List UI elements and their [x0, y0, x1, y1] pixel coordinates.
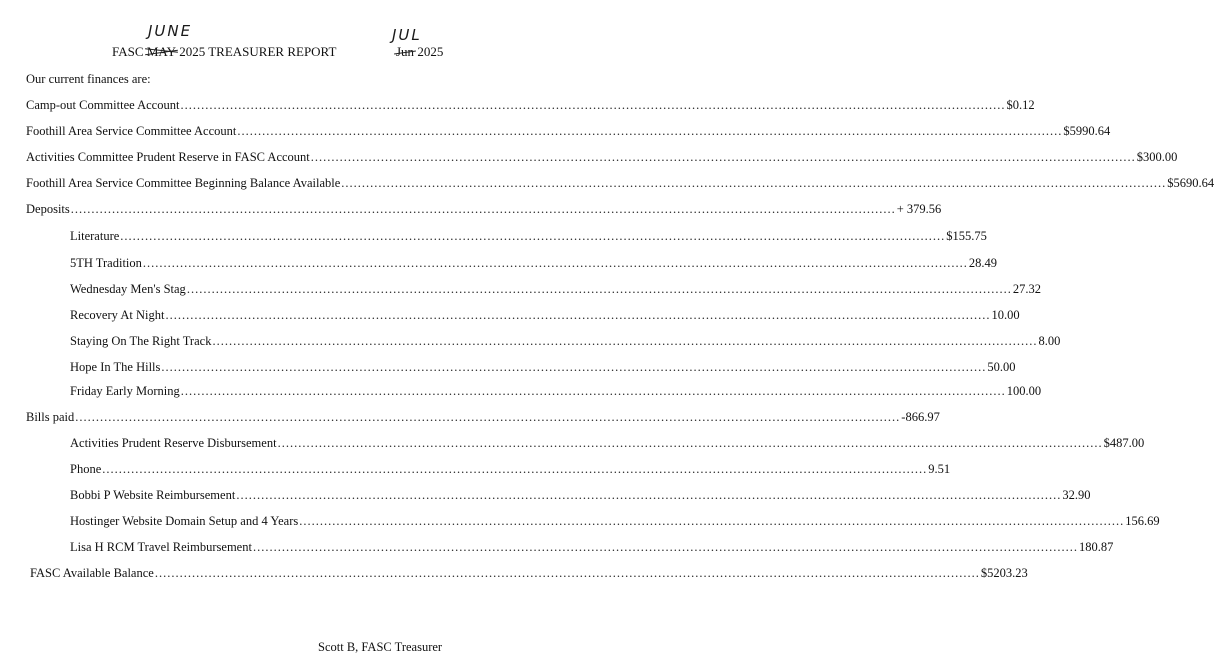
leader-dots: ........................................................................................................................................................................................................: [310, 150, 1136, 164]
row-label: Activities Prudent Reserve Disbursement: [70, 436, 277, 450]
row-amount: $5203.23: [980, 566, 1028, 580]
leader-dots: ........................................................................................................................................................................................................: [70, 202, 896, 216]
report-date: [396, 44, 443, 60]
bill-item-row: [70, 540, 1114, 555]
deposit-item-row: [70, 256, 998, 271]
deposit-item-row: [70, 384, 1042, 399]
leader-dots: ........................................................................................................................................................................................................: [212, 334, 1038, 348]
row-amount: $487.00: [1103, 436, 1145, 450]
row-amount: $155.75: [946, 229, 987, 243]
row-amount: 180.87: [1078, 540, 1114, 554]
leader-dots: ........................................................................................................................................................................................................: [299, 514, 1125, 528]
deposit-item-row: [70, 360, 1016, 375]
leader-dots: ........................................................................................................................................................................................................: [161, 360, 987, 374]
leader-dots: ........................................................................................................................................................................................................: [237, 124, 1063, 138]
leader-dots: ........................................................................................................................................................................................................: [142, 256, 968, 270]
leader-dots: ........................................................................................................................................................................................................: [252, 540, 1078, 554]
leader-dots: ........................................................................................................................................................................................................: [186, 282, 1012, 296]
summary-row: [26, 150, 1178, 165]
leader-dots: ........................................................................................................................................................................................................: [120, 229, 946, 243]
row-label: Hostinger Website Domain Setup and 4 Years: [70, 514, 299, 528]
deposit-item-row: [70, 282, 1041, 297]
row-label: Hope In The Hills: [70, 360, 161, 374]
bill-item-row: [70, 514, 1160, 529]
deposit-item-row: [70, 308, 1020, 323]
row-label: Friday Early Morning: [70, 384, 180, 398]
row-label: Phone: [70, 462, 102, 476]
leader-dots: ........................................................................................................................................................................................................: [180, 98, 1006, 112]
row-label: FASC Available Balance: [30, 566, 154, 580]
bill-item-row: [70, 436, 1145, 451]
handwritten-date-correction: JUL: [392, 26, 422, 44]
row-label: Foothill Area Service Committee Beginning Balance Available: [26, 176, 341, 190]
row-amount: 9.51: [928, 462, 951, 476]
row-label: Camp-out Committee Account: [26, 98, 180, 112]
row-label: Lisa H RCM Travel Reimbursement: [70, 540, 252, 554]
row-amount: $5990.64: [1063, 124, 1111, 138]
title-suffix: 2025 TREASURER REPORT: [175, 44, 337, 59]
treasurer-signature: Scott B, FASC Treasurer: [318, 640, 443, 654]
deposit-item-row: [70, 229, 987, 244]
summary-row: [26, 98, 1035, 113]
handwritten-month-correction: JUNE: [148, 22, 193, 40]
leader-dots: ........................................................................................................................................................................................................: [236, 488, 1062, 502]
leader-dots: ........................................................................................................................................................................................................: [341, 176, 1167, 190]
row-amount: $300.00: [1136, 150, 1178, 164]
row-amount: 10.00: [991, 308, 1020, 322]
row-label: Deposits: [26, 202, 70, 216]
leader-dots: ........................................................................................................................................................................................................: [277, 436, 1103, 450]
row-amount: 156.69: [1125, 514, 1160, 528]
leader-dots: ........................................................................................................................................................................................................: [102, 462, 928, 476]
bills-total-row: [26, 410, 940, 425]
row-label: 5TH Tradition: [70, 256, 142, 270]
deposit-item-row: [70, 334, 1061, 349]
title-prefix: FASC: [112, 44, 147, 59]
report-title: [112, 44, 336, 60]
row-amount: 50.00: [987, 360, 1016, 374]
row-label: Staying On The Right Track: [70, 334, 212, 348]
summary-row: [26, 124, 1111, 139]
bill-item-row: [70, 488, 1091, 503]
row-label: Bills paid: [26, 410, 75, 424]
row-amount: + 379.56: [896, 202, 942, 216]
leader-dots: ........................................................................................................................................................................................................: [165, 308, 991, 322]
intro-text: Our current finances are:: [26, 72, 151, 86]
summary-row: [26, 176, 1214, 191]
row-amount: 28.49: [968, 256, 998, 270]
row-amount: -866.97: [901, 410, 940, 424]
row-label: Activities Committee Prudent Reserve in FASC Account: [26, 150, 310, 164]
struck-date-word: Jun: [396, 44, 415, 59]
row-amount: 8.00: [1038, 334, 1061, 348]
date-year: 2025: [414, 44, 444, 59]
row-amount: 27.32: [1012, 282, 1041, 296]
row-label: Wednesday Men's Stag: [70, 282, 186, 296]
row-label: Bobbi P Website Reimbursement: [70, 488, 236, 502]
row-label: Recovery At Night: [70, 308, 165, 322]
struck-month: MAY: [146, 44, 176, 59]
available-balance-row: [30, 566, 1028, 581]
bill-item-row: [70, 462, 951, 477]
row-amount: $0.12: [1006, 98, 1035, 112]
row-amount: 100.00: [1006, 384, 1042, 398]
row-label: Foothill Area Service Committee Account: [26, 124, 237, 138]
leader-dots: ........................................................................................................................................................................................................: [75, 410, 901, 424]
leader-dots: ........................................................................................................................................................................................................: [180, 384, 1006, 398]
row-amount: 32.90: [1062, 488, 1091, 502]
deposits-total-row: [26, 202, 942, 217]
row-amount: $5690.64: [1167, 176, 1214, 190]
leader-dots: ........................................................................................................................................................................................................: [154, 566, 980, 580]
row-label: Literature: [70, 229, 120, 243]
